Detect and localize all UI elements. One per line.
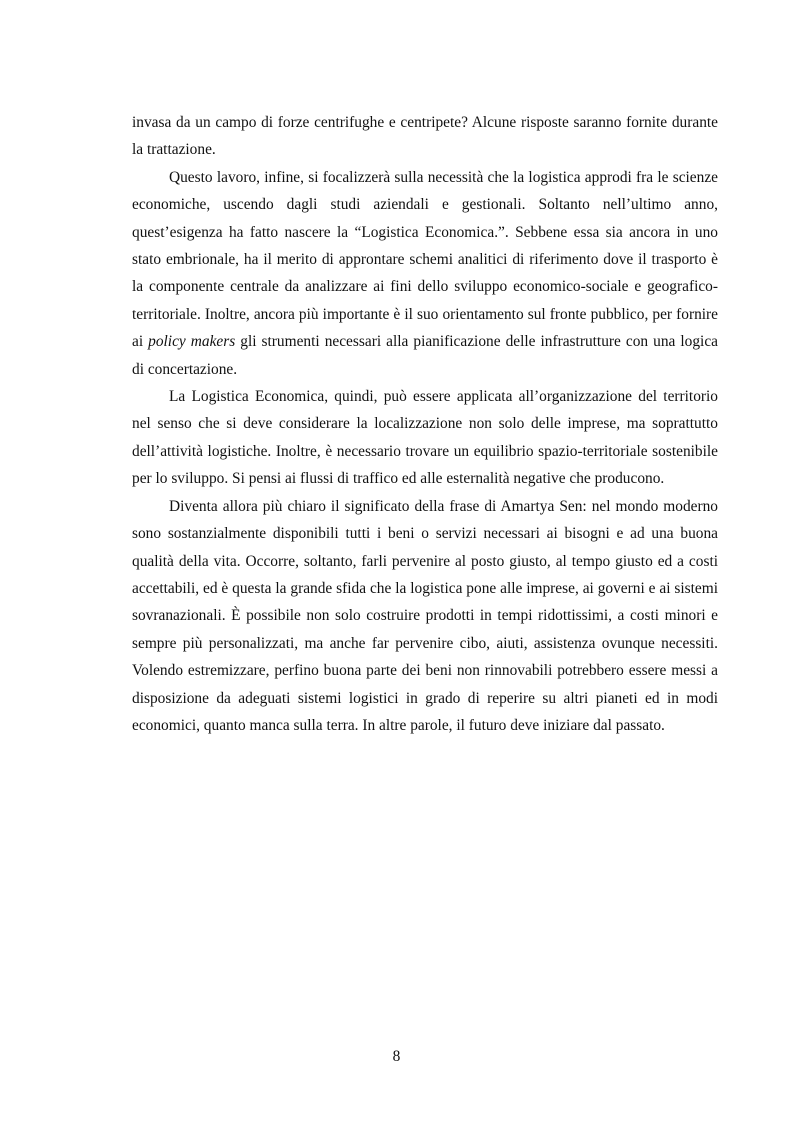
paragraph-4 <box>132 493 718 740</box>
paragraph-2 <box>132 164 718 383</box>
paragraph-1-text: invasa da un campo di forze centrifughe e centripete? Alcune risposte saranno fornite durante la trattazione. <box>132 114 718 159</box>
paragraph-2-text-a: Questo lavoro, infine, si focalizzerà sulla necessità che la logistica approdi fra le scienze economiche, uscendo dagli studi aziendali e gestionali. Soltanto nell’ultimo anno, quest’esigenza ha fatto nascere la “Logistica Economica.”. Sebbene essa sia ancora in uno stato embrionale, ha il merito di approntare schemi analitici di riferimento dove il trasporto è la componente centrale da analizzare ai fini dello sviluppo economico-sociale e geografico-territoriale. Inoltre, ancora più importante è il suo orientamento sul fronte pubblico, per fornire ai <box>132 168 718 351</box>
paragraph-2-text-b: gli strumenti necessari alla pianificazione delle infrastrutture con una logica di concertazione. <box>132 333 718 378</box>
paragraph-4-text: Diventa allora più chiaro il significato della frase di Amartya Sen: nel mondo moderno sono sostanzialmente disponibili tutti i beni o servizi necessari ai bisogni e ad una buona qualità della vita. Occorre, soltanto, farli pervenire al posto giusto, al tempo giusto ed a costi accettabili, ed è questa la grande sfida che la logistica pone alle imprese, ai governi e ai sistemi sovranazionali. È possibile non solo costruire prodotti in tempi ridottissimi, a costi minori e sempre più personalizzati, ma anche far pervenire cibo, aiuti, assistenza ovunque necessiti. Volendo estremizzare, perfino buona parte dei beni non rinnovabili potrebbero essere messi a disposizione da adeguati sistemi logistici in grado di reperire su altri pianeti ed in modi economici, quanto manca sulla terra. In altre parole, il futuro deve iniziare dal passato. <box>132 497 718 734</box>
paragraph-2-italic-term: policy makers <box>148 333 236 351</box>
paragraph-3 <box>132 383 718 493</box>
paragraph-3-text: La Logistica Economica, quindi, può essere applicata all’organizzazione del territorio nel senso che si deve considerare la localizzazione non solo delle imprese, ma soprattutto dell’attività logistiche. Inoltre, è necessario trovare un equilibrio spazio-territoriale sostenibile per lo sviluppo. Si pensi ai flussi di traffico ed alle esternalità negative che producono. <box>132 388 718 488</box>
page-body <box>132 109 718 739</box>
page-number: 8 <box>392 1048 401 1065</box>
paragraph-1 <box>132 109 718 164</box>
